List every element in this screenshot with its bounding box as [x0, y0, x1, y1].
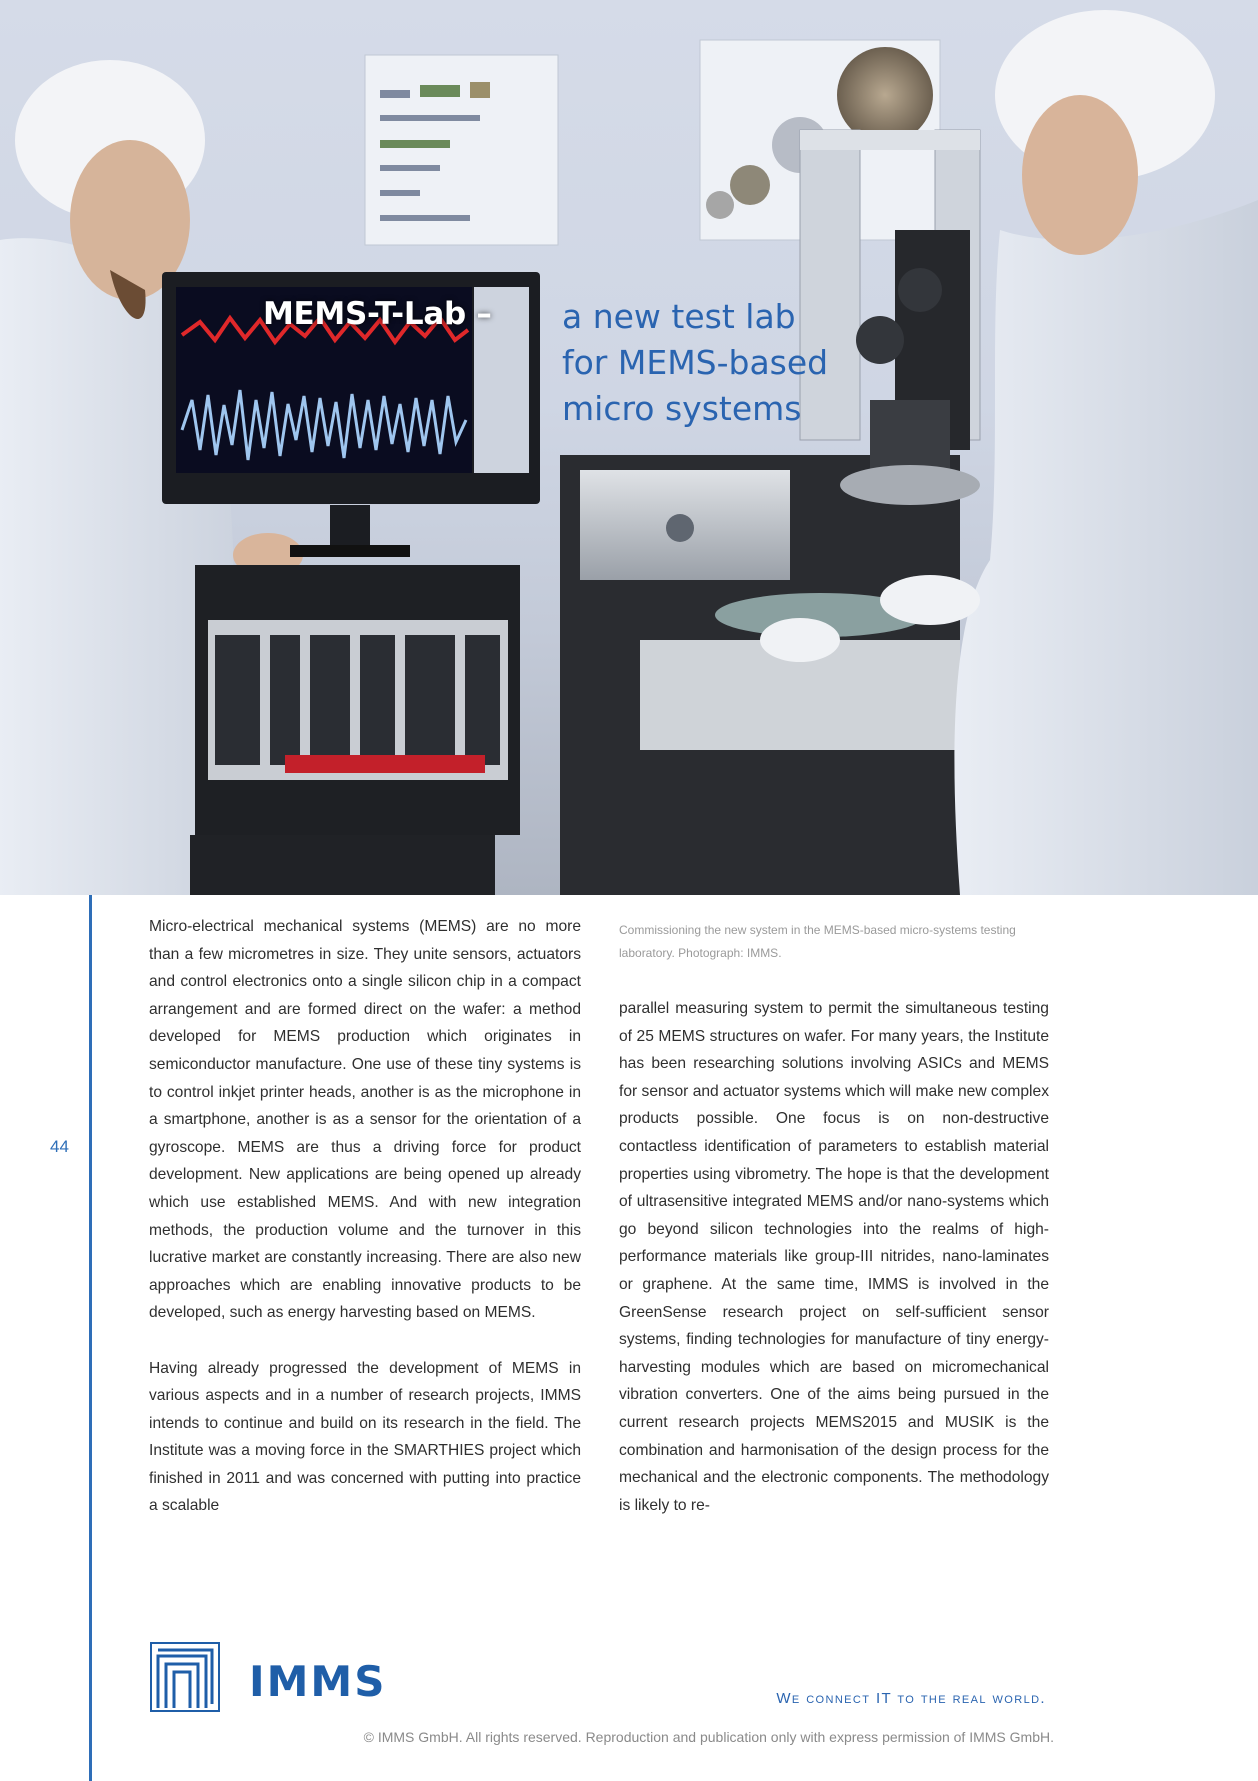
imms-logo-icon: [150, 1642, 220, 1712]
hero-title-subtitle: [562, 294, 828, 432]
paragraph-intro: Micro-electrical mechanical systems (MEMS) are no more than a few micrometres in size. They unite sensors, actuators and control electronics onto a single silicon chip in a compact arrangement and are formed direct on the wafer: a method developed for MEMS production which originates in semiconductor manufacture. One use of these tiny systems is to control inkjet printer heads, another is as the microphone in a smartphone, another is as a sensor for the orientation of a gyroscope. MEMS are thus a driving force for product development. New applications are being opened up already which use established MEMS. And with new integration methods, the production volume and the turnover in this lucrative market are constantly increasing. There are also new approaches which are enabling innovative products to be developed, such as energy harvesting based on MEMS.: [149, 918, 581, 1322]
margin-rule: [89, 895, 92, 1781]
page-number: 44: [50, 1137, 69, 1156]
right-column: [619, 995, 1049, 1519]
keyboard: [190, 835, 495, 895]
tagline: We connect IT to the real world.: [776, 1690, 1046, 1707]
paragraph-continued: parallel measuring system to permit the simultaneous testing of 25 MEMS structures on wafer. For many years, the Institute has been researching solutions involving ASICs and MEMS for sensor and actuator systems which will make new complex products possible. One focus is on non-destructive contactless identification of parameters to establish material properties using vibrometry. The hope is that the development of ultrasensitive integrated MEMS and/or nano-systems which go beyond silicon technologies into the realms of high-performance materials like group-III nitrides, nano-laminates or graphene. At the same time, IMMS is involved in the GreenSense research project on self-sufficient sensor systems, finding technologies for manufacture of tiny energy-harvesting modules which are based on micromechanical vibration converters. One of the aims being pursued in the current research projects MEMS2015 and MUSIK is the combination and harmonisation of the design process for the mechanical and the electronic components. The methodology is likely to re-: [619, 1000, 1049, 1514]
left-column: [149, 913, 581, 1520]
paragraph-research: Having already progressed the development of MEMS in various aspects and in a number of research projects, IMMS intends to continue and build on its research in the field. The Institute was a moving force in the SMARTHIES project which finished in 2011 and was concerned with putting into practice a scalable: [149, 1359, 581, 1515]
hero-subtitle-line-2: for MEMS-based: [562, 343, 829, 382]
hero-subtitle-line-1: a new test lab: [562, 297, 796, 336]
right-person: [954, 200, 1258, 895]
poster-wafer-large: [837, 47, 933, 143]
photo-caption: Commissioning the new system in the MEMS-based micro-systems testing laboratory. Photograph: IMMS.: [619, 923, 1016, 960]
copyright-notice: © IMMS GmbH. All rights reserved. Reproduction and publication only with express permission of IMMS GmbH.: [363, 1729, 1054, 1745]
imms-logo-text: IMMS: [249, 1657, 387, 1706]
hero-subtitle-line-3: micro systems: [562, 389, 802, 428]
hero-title-main: MEMS-T-Lab –: [263, 296, 492, 332]
